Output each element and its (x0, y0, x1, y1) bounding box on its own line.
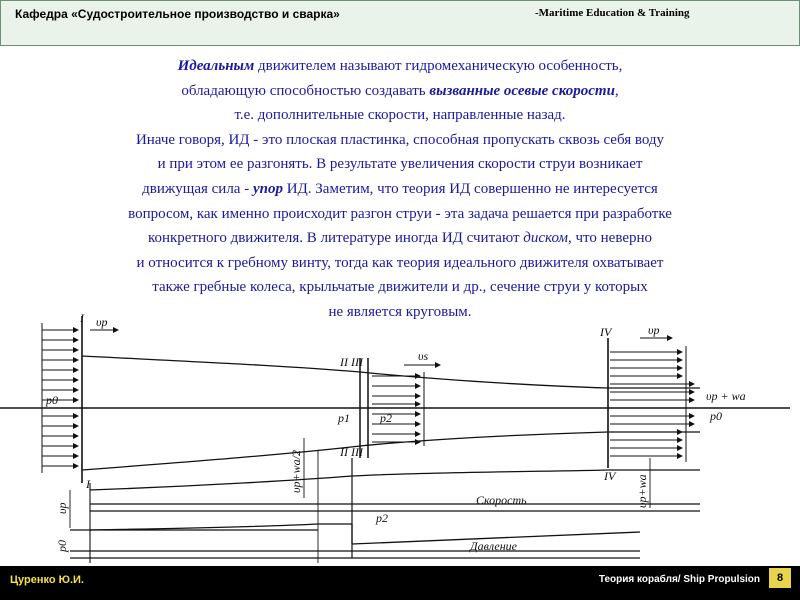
velocity-arrows-iv (610, 352, 694, 456)
label-vs: υs (418, 349, 429, 363)
section-i (82, 316, 90, 563)
label-section-iv: IV (600, 325, 612, 339)
text-line-6: движущая сила - упор ИД. Заметим, что теория ИД совершенно не интересуется (142, 180, 658, 197)
text-line-11: не является круговым. (328, 303, 472, 320)
text-line-1: Идеальным движителем называют гидромеханическую особенность, (177, 58, 623, 74)
page-number: 8 (769, 568, 791, 588)
term-disk: диском (523, 230, 568, 247)
term-ideal: Идеальным (177, 58, 255, 74)
label-pressure: Давление (470, 539, 517, 553)
label-vp-iv: υp (648, 323, 660, 337)
label-p0-right: p0 (710, 409, 722, 423)
slide-header (0, 0, 800, 46)
label-section-iv-bottom: IV (604, 469, 616, 483)
label-dim-p0: p0 (55, 540, 69, 552)
label-p2: p2 (380, 411, 392, 425)
label-speed: Скорость (476, 493, 527, 507)
body-text (0, 54, 800, 325)
label-dim-half: υp+wa/2 (289, 450, 303, 493)
text-line-4: Иначе говоря, ИД - это плоская пластинка, способная пропускать сквозь себя воду (135, 131, 665, 148)
text-line-5: и при этом ее разгонять. В результате увеличения скорости струи возникает (157, 156, 643, 173)
term-thrust: упор (252, 180, 283, 197)
label-dim-vp: υp (55, 502, 69, 514)
text-line-8: конкретного движителя. В литературе иногда ИД считают диском, что неверно (147, 230, 653, 247)
label-vp-wa: υp + wa (706, 389, 746, 403)
label-p2-low: p2 (376, 511, 388, 525)
propeller-flow-diagram (0, 308, 800, 566)
label-dim-vp-wa: υp+wa (635, 474, 649, 508)
label-section-ii-iii: II III (340, 355, 363, 369)
course-title: Теория корабля/ Ship Propulsion (598, 574, 760, 585)
term-induced-velocities: вызванные осевые скорости (429, 82, 615, 99)
label-p0-left: p0 (46, 393, 58, 407)
slide-footer (0, 566, 800, 600)
text-line-2: обладающую способностью создавать вызванные осевые скорости, (181, 82, 619, 99)
label-section-ii-iii-bottom: II III (340, 445, 363, 459)
velocity-arrows-ii-iii (372, 376, 420, 442)
maritime-title: -Maritime Education & Training (535, 7, 690, 19)
pressure-graph (70, 524, 640, 558)
label-section-i: I (80, 311, 84, 325)
text-line-9: и относится к гребному винту, тогда как теория идеального движителя охватывает (136, 254, 664, 271)
text-line-7: вопросом, как именно происходит разгон струи - эта задача решается при разработке (128, 205, 672, 222)
text-line-3: т.е. дополнительные скорости, направленные назад. (234, 107, 566, 124)
text-line-10: также гребные колеса, крыльчатые движители и др., сечение струи у которых (152, 279, 648, 296)
label-vp: υp (96, 315, 108, 329)
label-p1: p1 (338, 411, 350, 425)
author-name: Цуренко Ю.И. (10, 574, 84, 586)
label-section-i-graph: I (86, 477, 90, 491)
department-title: Кафедра «Судостроительное производство и сварка» (15, 7, 340, 21)
